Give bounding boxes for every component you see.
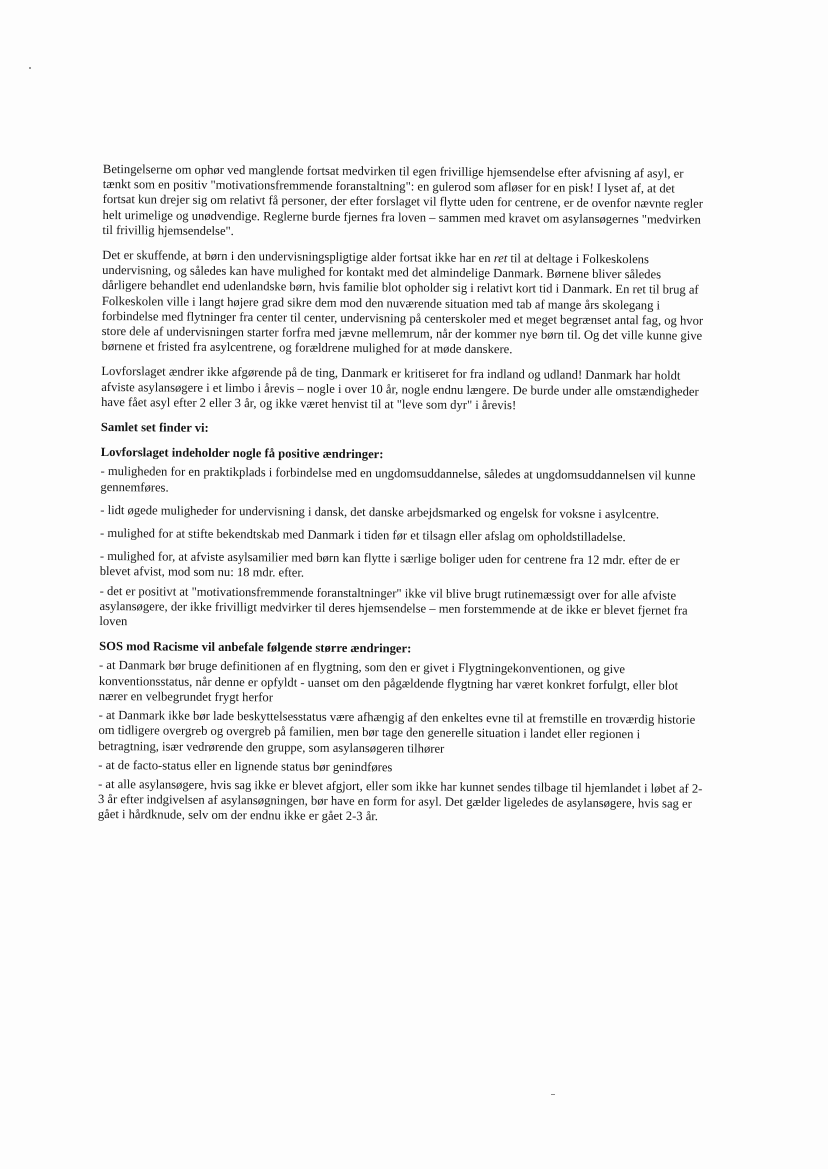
list-item: - at Danmark bør bruge definitionen af en flygtning, som den er givet i Flygtningekonventionen, og give konventionsstatus, når denne er opfyldt - uanset om den pågældende flygtning har været konkret forfulgt, eller blot nærer en velbegrundet frygt herfor	[98, 658, 679, 705]
heading-positive-changes: Lovforslaget indeholder nogle få positive ændringer:	[100, 445, 384, 462]
list-item: - at alle asylansøgere, hvis sag ikke er blevet afgjort, eller som ikke har kunnet sendes tilbage til hjemlandet i løbet af 2-3 år efter indgivelsen af asylansøgningen, bør have en form for asyl. Det gælder ligeledes de asylansøgere, hvis sag er gået i hårdknude, selv om der endnu ikke er gået 2-3 år.	[97, 776, 703, 824]
list-item: - mulighed for, at afviste asylsamilier med børn kan flytte i særlige boliger uden for centrene fra 12 mdr. efter de er blevet afvist, mod som nu: 18 mdr. efter.	[99, 549, 680, 581]
heading-sos-recommendations: SOS mod Racisme vil anbefale følgende større ændringer:	[99, 639, 412, 656]
text-segment: til at deltage i Folkeskolens undervisning, og således kan have mulighed for kontakt med det almindelige Danmark. Børnene bliver således dårligere behandlet end udenlandske børn, hvis familie blot opholder sig i relativt kort tid i Danmark. En ret til brug af Folkeskolen ville i langt højere grad sikre dem mod den nuværende situation med tab af mange års skolegang i forbindelse med flytninger fra center til center, undervisning på centerskoler med et meget begrænset antal fag, og hvor store dele af undervisningen starter forfra med jævne mellemrum, når der kommer nye børn til. Og det ville kunne give børnene et fristed fra asylcentrene, og forældrene mulighed for at møde danskere.	[101, 251, 704, 357]
list-item: - mulighed for at stifte bekendtskab med Danmark i tiden før et tilsagn eller afslag om opholdstilladelse.	[100, 526, 626, 545]
paragraph-criticism: Lovforslaget ændrer ikke afgørende på de ting, Danmark er kritiseret for fra indland og udland! Danmark har holdt afviste asylansøgere i et limbo i årevis – nogle i over 10 år, nogle endnu længere. De burde under alle omstændigheder have fået asyl efter 2 eller 3 år, og ikke været henvist til at "leve som dyr" i årevis!	[101, 364, 699, 413]
heading-samlet: Samlet set finder vi:	[100, 420, 209, 435]
list-item: - at de facto-status eller en lignende status bør genindføres	[98, 757, 393, 774]
document-body	[98, 162, 708, 827]
paragraph-children-school	[101, 248, 707, 359]
scan-speck	[29, 67, 31, 69]
scan-speck	[551, 1094, 555, 1095]
list-item: - muligheden for en praktikplads i forbindelse med en ungdomsuddannelse, således at ungdomsuddannelsen vil kunne gennemføres.	[100, 464, 696, 495]
paragraph-conditions: Betingelserne om ophør ved manglende fortsat medvirken til egen frivillige hjemsendelse efter afvisning af asyl, er tænkt som en positiv "motivationsfremmende foranstaltning": en gulerod som afløser for en pisk! I lyset af, at det fortsat kun drejer sig om relativt få personer, der efter forslaget vil flytte uden for centrene, er de ovenfor nævnte regler helt urimelige og unødvendige. Reglerne burde fjernes fra loven – sammen med kravet om asylansøgernes "medvirken til frivillig hjemsendelse".	[102, 162, 704, 238]
list-item: - at Danmark ikke bør lade beskyttelsesstatus være afhængig af den enkeltes evne til at fremstille en troværdig historie om tidligere overgreb og overgreb på familien, men bør tage den generelle situation i landet eller regionen i betragtning, især vedrørende den gruppe, som asylansøgeren tilhører	[98, 708, 696, 756]
emphasis-ret: ret	[493, 251, 508, 266]
text-segment: Det er skuffende, at børn i den undervisningspligtige alder fortsat ikke har en	[102, 248, 494, 266]
list-item: - det er positivt at "motivationsfremmende foranstaltninger" ikke vil blive brugt rutinemæssigt over for alle afviste asylansøgere, der ikke frivilligt medvirker til deres hjemsendelse – men forstemmende at de ikke er blevet fjernet fra loven	[99, 583, 688, 629]
list-item: - lidt øgede muligheder for undervisning i dansk, det danske arbejdsmarked og engelsk for voksne i asylcentre.	[100, 502, 660, 522]
